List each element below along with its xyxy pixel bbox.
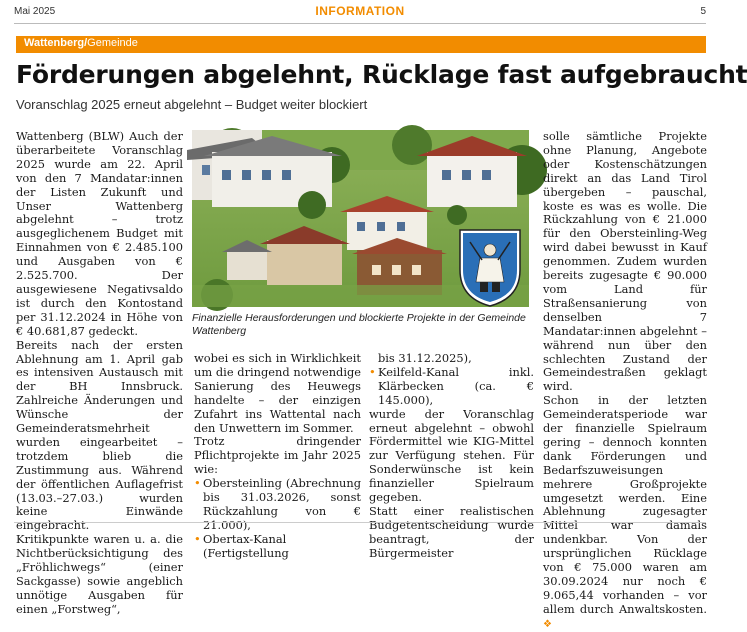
- list-item-continuation: bis 31.12.2025),: [378, 351, 472, 365]
- paragraph: wurde der Voranschlag erneut abgelehnt – obwohl Fördermittel wie KIG-Mittel zur Verfügung stehen. Für Sonderwünsche ist kein finanzieller Spielraum gegeben.: [369, 406, 534, 505]
- photo-caption: Finanzielle Herausforderungen und blockierte Projekte in der Gemeinde Wattenberg: [192, 312, 526, 337]
- project-list-continued: [369, 352, 534, 408]
- article-subtitle: Voranschlag 2025 erneut abgelehnt – Budget weiter blockiert: [16, 97, 368, 112]
- paragraph: Bereits nach der ersten Ablehnung am 1. April gab es intensiven Austausch mit der BH Innsbruck. Zahlreiche Änderungen und Wünsche der Gemeinderatsmehrheit wurden eingearbeitet – trotzdem blieb die Zustimmung aus. Während der öffentlichen Auflagefrist (13.03.–27.03.) wurden keine Einwände eingebracht.: [16, 337, 183, 533]
- paragraph: wobei es sich in Wirklichkeit um die dringend notwendige Sanierung des Heuwegs handelte – der einzigen Zufahrt ins Wattental nach den Unwettern im Sommer.: [194, 351, 361, 435]
- page-header: [14, 4, 706, 22]
- paragraph: [543, 394, 707, 631]
- paragraph: solle sämtliche Projekte ohne Planung, Angebote oder Kostenschätzungen direkt an das Land Tirol übergeben – pauschal, koste es was es wolle. Die Rückzahlung von € 21.000 für den Obersteinling-Weg wird dabei bewusst in Kauf genommen. Zudem wurden bereits zugesagte € 90.000 vom Land für Straßensanierung von denselben 7 Mandatar:innen abgelehnt – während nun über den schlechten Zustand der Gemeindestraßen geklagt wird.: [543, 129, 707, 394]
- header-divider: [14, 23, 706, 24]
- section-title: INFORMATION: [315, 4, 405, 18]
- paragraph: Wattenberg (BLW) Auch der überarbeitete Voranschlag 2025 wurde am 22. April von den 7 Mandatar:innen der Listen Zukunft und Unser Wattenberg abgelehnt – trotz ausgeglichenem Budget mit Einnahmen von € 2.485.100 und Ausgaben von € 2.525.700. Der ausgewiesene Negativsaldo ist durch den Kontostand per 31.12.2024 in Höhe von € 40.681,87 gedeckt.: [16, 129, 183, 338]
- list-item: • Obersteinling (Abrechnung bis 31.03.2026, sonst Rückzahlung von € 21.000),: [194, 477, 361, 533]
- article-column-2: [194, 352, 361, 561]
- list-item: • Obertax-Kanal (Fertigstellung: [194, 533, 361, 561]
- issue-date: Mai 2025: [14, 6, 56, 17]
- project-list: [194, 477, 361, 560]
- article-column-1: [16, 130, 183, 617]
- article-column-3: [369, 352, 534, 561]
- page-number: 5: [700, 6, 706, 17]
- category-place: Wattenberg: [24, 37, 85, 49]
- paragraph-text: Schon in der letzten Gemeinderatsperiode war der finanzielle Spielraum gering – dennoch konnten dank Förderungen und Bedarfszuweisungen mehrere Großprojekte umgesetzt werden. Eine Ablehnung zugesagter Mittel war damals undenkbar. Von der ursprünglichen Rücklage von € 75.000 waren am 30.09.2024 nur noch € 9.065,44 vorhanden – vor allem durch Anwaltskosten.: [543, 393, 707, 616]
- list-item: • Keilfeld-Kanal inkl. Klärbecken (ca. € 145.000),: [369, 366, 534, 408]
- article-photo: [192, 130, 529, 307]
- village-photo-illustration: [192, 130, 529, 307]
- article-title: Förderungen abgelehnt, Rücklage fast aufgebraucht: [16, 60, 747, 89]
- paragraph: Statt einer realistischen Budgetentscheidung wurde beantragt, der Bürgermeister: [369, 503, 534, 560]
- category-separator: /: [84, 37, 88, 49]
- footer-divider: [14, 522, 706, 523]
- paragraph: Kritikpunkte waren u. a. die Nichtberücksichtigung des „Fröhlichwegs“ (einer Sackgasse) sowie angeblich unnötige Ausgaben für einen „Forstweg“,: [16, 532, 183, 616]
- end-of-article-icon: ❖: [543, 618, 552, 630]
- category-topic: Gemeinde: [87, 37, 138, 49]
- category-bar: [16, 36, 706, 53]
- paragraph: Trotz dringender Pflichtprojekte im Jahr 2025 wie:: [194, 434, 361, 477]
- article-column-4: [543, 130, 707, 632]
- coat-of-arms-icon: [460, 230, 520, 306]
